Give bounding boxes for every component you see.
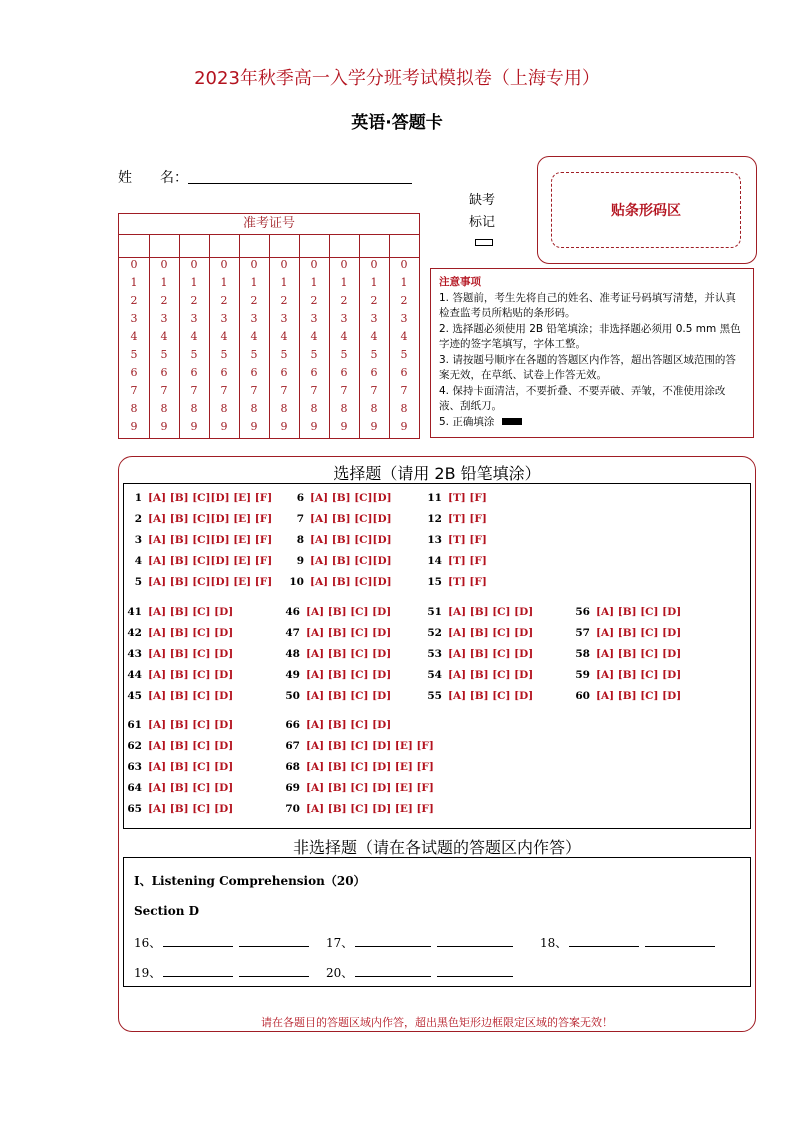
exam-id-bubble[interactable]: 4 [280, 330, 288, 343]
exam-id-bubble[interactable]: 6 [190, 366, 198, 379]
exam-id-bubble[interactable]: 0 [220, 258, 228, 271]
question-row[interactable] [282, 740, 434, 752]
exam-id-bubble[interactable]: 6 [340, 366, 348, 379]
question-number: 13 [427, 534, 442, 546]
question-row[interactable] [124, 627, 233, 639]
question-row[interactable] [282, 627, 391, 639]
exam-id-bubble[interactable]: 9 [340, 420, 348, 433]
exam-id-bubble[interactable]: 2 [130, 294, 138, 307]
exam-id-bubble[interactable]: 7 [340, 384, 348, 397]
answer-options[interactable]: [A] [B] [C] [D] [E] [F] [306, 782, 434, 794]
question-row[interactable] [282, 719, 391, 731]
exam-id-bubble[interactable]: 3 [160, 312, 168, 325]
exam-id-bubble[interactable]: 2 [250, 294, 258, 307]
exam-id-bubble[interactable]: 8 [400, 402, 408, 415]
exam-id-digit-entry[interactable] [209, 235, 239, 258]
exam-id-bubble[interactable]: 1 [340, 276, 348, 289]
instruction-item: 2. 选择题必须使用 2B 铅笔填涂；非选择题必须用 0.5 mm 黑色字迹的签字笔填写，字体工整。 [439, 322, 741, 350]
question-row[interactable] [282, 761, 434, 773]
exam-id-bubble[interactable]: 7 [370, 384, 378, 397]
question-number: 3 [134, 534, 142, 546]
exam-id-bubble[interactable]: 4 [220, 330, 228, 343]
exam-id-column [359, 235, 390, 438]
exam-id-column [329, 235, 360, 438]
exam-id-bubble[interactable]: 3 [190, 312, 198, 325]
exam-id-bubble[interactable]: 2 [370, 294, 378, 307]
answer-blank-17[interactable]: 17、 [326, 934, 513, 951]
exam-id-bubble[interactable]: 1 [370, 276, 378, 289]
question-number: 61 [127, 719, 142, 731]
question-row[interactable] [282, 690, 391, 702]
answer-options[interactable]: [A] [B] [C][D] [E] [F] [148, 534, 273, 546]
exam-id-bubble[interactable]: 2 [280, 294, 288, 307]
exam-id-bubble[interactable]: 5 [220, 348, 228, 361]
question-row[interactable] [424, 606, 533, 618]
exam-id-bubble[interactable]: 0 [370, 258, 378, 271]
name-field[interactable] [118, 167, 188, 187]
absent-label-2: 标记 [468, 215, 495, 230]
question-row[interactable] [282, 648, 391, 660]
question-number: 45 [127, 690, 142, 702]
exam-id-bubble[interactable]: 9 [400, 420, 408, 433]
answer-options[interactable]: [A] [B] [C] [D] [148, 669, 234, 681]
exam-id-bubble[interactable]: 7 [220, 384, 228, 397]
question-row[interactable] [424, 669, 533, 681]
exam-id-bubble[interactable]: 8 [160, 402, 168, 415]
answer-options[interactable]: [A] [B] [C][D] [E] [F] [148, 555, 273, 567]
answer-blank-16[interactable]: 16、 [134, 934, 309, 951]
question-row[interactable] [286, 576, 392, 588]
exam-id-bubble[interactable]: 1 [130, 276, 138, 289]
exam-id-bubble[interactable]: 4 [130, 330, 138, 343]
exam-id-bubble[interactable]: 7 [160, 384, 168, 397]
exam-id-bubble[interactable]: 1 [280, 276, 288, 289]
exam-id-bubble[interactable]: 9 [280, 420, 288, 433]
exam-id-digit-entry[interactable] [389, 235, 419, 258]
question-row[interactable] [424, 627, 533, 639]
question-row[interactable] [424, 492, 487, 504]
exam-id-bubble[interactable]: 2 [190, 294, 198, 307]
answer-options[interactable]: [A] [B] [C] [D] [306, 627, 392, 639]
exam-id-bubble[interactable]: 3 [340, 312, 348, 325]
answer-options[interactable]: [A] [B] [C] [D] [596, 669, 682, 681]
exam-id-bubble[interactable]: 4 [310, 330, 318, 343]
answer-options[interactable]: [A] [B] [C] [D] [148, 761, 234, 773]
name-label: 姓 名： [118, 170, 188, 186]
exam-id-bubble[interactable]: 4 [400, 330, 408, 343]
question-row[interactable] [124, 803, 233, 815]
question-number: 9 [296, 555, 304, 567]
question-number: 52 [427, 627, 442, 639]
exam-id-bubble[interactable]: 8 [190, 402, 198, 415]
question-number: 49 [285, 669, 300, 681]
choice-answer-box [123, 483, 751, 829]
answer-options[interactable]: [A] [B] [C] [D] [148, 803, 234, 815]
question-row[interactable] [124, 648, 233, 660]
answer-options[interactable]: [A] [B] [C][D] [310, 534, 392, 546]
answer-options[interactable]: [A] [B] [C][D] [310, 576, 392, 588]
exam-id-digit-entry[interactable] [359, 235, 389, 258]
question-row[interactable] [124, 782, 233, 794]
exam-id-bubble[interactable]: 5 [340, 348, 348, 361]
exam-id-bubble[interactable]: 3 [130, 312, 138, 325]
answer-options[interactable]: [A] [B] [C] [D] [148, 648, 234, 660]
exam-id-digit-entry[interactable] [179, 235, 209, 258]
instruction-item-fill [439, 415, 745, 431]
answer-options[interactable]: [A] [B] [C] [D] [148, 719, 234, 731]
question-number: 70 [285, 803, 300, 815]
exam-id-column [269, 235, 300, 438]
answer-options[interactable]: [A] [B] [C] [D] [306, 719, 392, 731]
barcode-label: 贴条形码区 [551, 172, 741, 248]
question-number: 56 [575, 606, 590, 618]
exam-id-bubble[interactable]: 5 [190, 348, 198, 361]
answer-options[interactable]: [A] [B] [C] [D] [148, 627, 234, 639]
question-row[interactable] [286, 555, 392, 567]
question-number: 64 [127, 782, 142, 794]
question-number: 15 [427, 576, 442, 588]
question-number: 6 [296, 492, 304, 504]
question-number: 51 [427, 606, 442, 618]
question-row[interactable] [124, 761, 233, 773]
exam-id-bubble[interactable]: 4 [370, 330, 378, 343]
exam-id-bubble[interactable]: 8 [250, 402, 258, 415]
exam-id-bubble[interactable]: 7 [250, 384, 258, 397]
question-number: 53 [427, 648, 442, 660]
question-row[interactable] [124, 513, 272, 525]
question-row[interactable] [572, 669, 681, 681]
answer-options[interactable]: [A] [B] [C] [D] [306, 606, 392, 618]
question-row[interactable] [572, 690, 681, 702]
answer-options[interactable]: [A] [B] [C] [D] [148, 690, 234, 702]
exam-id-bubble[interactable]: 5 [160, 348, 168, 361]
question-number: 46 [285, 606, 300, 618]
choice-section-title: 选择题（请用 2B 铅笔填涂） [333, 464, 541, 483]
exam-id-bubble[interactable]: 6 [220, 366, 228, 379]
exam-id-bubble[interactable]: 5 [130, 348, 138, 361]
answer-options[interactable]: [A] [B] [C] [D] [596, 606, 682, 618]
question-row[interactable] [286, 513, 392, 525]
question-row[interactable] [286, 534, 392, 546]
section-d-title: Section D [134, 904, 200, 918]
answer-options[interactable]: [A] [B] [C] [D] [596, 690, 682, 702]
answer-options[interactable]: [T] [F] [448, 513, 487, 525]
question-row[interactable] [572, 627, 681, 639]
exam-id-bubble[interactable]: 5 [280, 348, 288, 361]
question-row[interactable] [282, 669, 391, 681]
card-subtitle: 英语·答题卡 [351, 113, 443, 133]
exam-id-bubble[interactable]: 0 [160, 258, 168, 271]
exam-id-bubble[interactable]: 9 [310, 420, 318, 433]
question-row[interactable] [424, 513, 487, 525]
answer-options[interactable]: [A] [B] [C] [D] [148, 606, 234, 618]
question-number: 54 [427, 669, 442, 681]
exam-id-bubble[interactable]: 9 [250, 420, 258, 433]
exam-id-digit-entry[interactable] [149, 235, 179, 258]
question-number: 43 [127, 648, 142, 660]
answer-options[interactable]: [A] [B] [C][D] [310, 492, 392, 504]
exam-id-bubble[interactable]: 8 [220, 402, 228, 415]
question-number: 14 [427, 555, 442, 567]
exam-id-bubble[interactable]: 8 [310, 402, 318, 415]
exam-id-bubble[interactable]: 0 [310, 258, 318, 271]
question-number: 44 [127, 669, 142, 681]
answer-options[interactable]: [A] [B] [C] [D] [E] [F] [306, 761, 434, 773]
exam-id-bubble[interactable]: 6 [400, 366, 408, 379]
exam-id-digit-entry[interactable] [329, 235, 359, 258]
question-row[interactable] [124, 669, 233, 681]
exam-id-column [149, 235, 180, 438]
exam-id-bubble[interactable]: 0 [130, 258, 138, 271]
question-number: 7 [296, 513, 304, 525]
answer-options[interactable]: [A] [B] [C] [D] [448, 627, 534, 639]
exam-id-digit-entry[interactable] [239, 235, 269, 258]
question-row[interactable] [572, 648, 681, 660]
answer-options[interactable]: [A] [B] [C][D] [E] [F] [148, 513, 273, 525]
exam-id-bubble[interactable]: 0 [400, 258, 408, 271]
exam-id-bubble[interactable]: 7 [280, 384, 288, 397]
question-row[interactable] [124, 740, 233, 752]
question-row[interactable] [424, 576, 487, 588]
answer-options[interactable]: [A] [B] [C][D] [310, 513, 392, 525]
question-number: 2 [134, 513, 142, 525]
footer-warning: 请在各题目的答题区域内作答，超出黑色矩形边框限定区域的答案无效！ [261, 1016, 613, 1029]
question-number: 12 [427, 513, 442, 525]
answer-options[interactable]: [A] [B] [C] [D] [448, 606, 534, 618]
exam-id-column [389, 235, 419, 438]
answer-options[interactable]: [A] [B] [C] [D] [448, 648, 534, 660]
question-number: 59 [575, 669, 590, 681]
answer-blank-19[interactable]: 19、 [134, 964, 309, 981]
exam-id-bubble[interactable]: 3 [370, 312, 378, 325]
question-number: 47 [285, 627, 300, 639]
question-number: 10 [289, 576, 304, 588]
answer-blank-18[interactable]: 18、 [540, 934, 715, 951]
question-number: 4 [134, 555, 142, 567]
exam-id-column [299, 235, 330, 438]
answer-options[interactable]: [T] [F] [448, 576, 487, 588]
barcode-area [537, 156, 757, 264]
exam-id-bubble[interactable]: 0 [190, 258, 198, 271]
exam-id-bubble[interactable]: 0 [280, 258, 288, 271]
instruction-item: 3. 请按题号顺序在各题的答题区内作答，超出答题区域范围的答案无效，在草纸、试卷上作答无效。 [439, 353, 736, 381]
answer-options[interactable]: [A] [B] [C] [D] [E] [F] [306, 803, 434, 815]
exam-id-bubble[interactable]: 9 [220, 420, 228, 433]
question-number: 50 [285, 690, 300, 702]
exam-id-bubble[interactable]: 8 [130, 402, 138, 415]
exam-id-bubble[interactable]: 4 [250, 330, 258, 343]
question-number: 58 [575, 648, 590, 660]
filled-mark-example [502, 418, 522, 425]
question-number: 62 [127, 740, 142, 752]
exam-id-bubble[interactable]: 5 [250, 348, 258, 361]
question-number: 48 [285, 648, 300, 660]
exam-id-bubble[interactable]: 2 [160, 294, 168, 307]
exam-id-bubble[interactable]: 1 [250, 276, 258, 289]
question-row[interactable] [124, 534, 272, 546]
exam-id-bubble[interactable]: 5 [400, 348, 408, 361]
answer-options[interactable]: [A] [B] [C] [D] [306, 669, 392, 681]
exam-id-bubble[interactable]: 7 [400, 384, 408, 397]
exam-id-bubble[interactable]: 8 [370, 402, 378, 415]
question-number: 63 [127, 761, 142, 773]
exam-id-bubble[interactable]: 6 [280, 366, 288, 379]
exam-id-bubble[interactable]: 6 [160, 366, 168, 379]
exam-id-digit-entry[interactable] [299, 235, 329, 258]
answer-options[interactable]: [A] [B] [C] [D] [448, 690, 534, 702]
question-number: 1 [134, 492, 142, 504]
instruction-item: 5. 正确填涂 [439, 415, 495, 428]
question-row[interactable] [424, 690, 533, 702]
exam-id-bubble[interactable]: 3 [310, 312, 318, 325]
answer-options[interactable]: [A] [B] [C][D] [310, 555, 392, 567]
exam-id-bubble[interactable]: 1 [310, 276, 318, 289]
listening-part-title: I、Listening Comprehension（20） [134, 874, 366, 888]
answer-options[interactable]: [A] [B] [C][D] [E] [F] [148, 492, 273, 504]
question-number: 60 [575, 690, 590, 702]
question-number: 57 [575, 627, 590, 639]
question-row[interactable] [424, 534, 487, 546]
exam-id-bubble[interactable]: 0 [340, 258, 348, 271]
absent-checkbox[interactable] [475, 239, 493, 246]
question-row[interactable] [282, 606, 391, 618]
exam-id-bubble[interactable]: 1 [190, 276, 198, 289]
instruction-item: 4. 保持卡面清洁，不要折叠、不要弄破、弄皱，不准使用涂改液、刮纸刀。 [439, 384, 726, 412]
question-number: 67 [285, 740, 300, 752]
name-underline[interactable] [188, 183, 412, 184]
exam-id-bubble[interactable]: 4 [340, 330, 348, 343]
exam-id-bubble[interactable]: 2 [310, 294, 318, 307]
exam-id-bubble[interactable]: 1 [160, 276, 168, 289]
instructions-box [430, 268, 754, 438]
exam-id-bubble[interactable]: 5 [370, 348, 378, 361]
exam-id-bubble[interactable]: 7 [190, 384, 198, 397]
exam-id-bubble[interactable]: 4 [160, 330, 168, 343]
question-row[interactable] [124, 492, 272, 504]
answer-options[interactable]: [T] [F] [448, 492, 487, 504]
question-row[interactable] [282, 782, 434, 794]
exam-id-bubble[interactable]: 9 [370, 420, 378, 433]
question-number: 55 [427, 690, 442, 702]
question-number: 65 [127, 803, 142, 815]
absent-label-1: 缺考 [468, 193, 495, 208]
answer-options[interactable]: [A] [B] [C] [D] [306, 690, 392, 702]
answer-options[interactable]: [T] [F] [448, 555, 487, 567]
question-row[interactable] [424, 555, 487, 567]
exam-id-bubble[interactable]: 8 [340, 402, 348, 415]
answer-options[interactable]: [T] [F] [448, 534, 487, 546]
exam-id-bubble[interactable]: 2 [220, 294, 228, 307]
exam-id-bubble[interactable]: 9 [160, 420, 168, 433]
answer-options[interactable]: [A] [B] [C][D] [E] [F] [148, 576, 273, 588]
answer-options[interactable]: [A] [B] [C] [D] [306, 648, 392, 660]
exam-id-bubble[interactable]: 8 [280, 402, 288, 415]
question-number: 11 [427, 492, 442, 504]
answer-options[interactable]: [A] [B] [C] [D] [448, 669, 534, 681]
question-number: 8 [296, 534, 304, 546]
question-number: 41 [127, 606, 142, 618]
question-number: 42 [127, 627, 142, 639]
exam-id-digit-entry[interactable] [269, 235, 299, 258]
answer-options[interactable]: [A] [B] [C] [D] [596, 648, 682, 660]
exam-id-bubble[interactable]: 0 [250, 258, 258, 271]
exam-id-bubble[interactable]: 9 [190, 420, 198, 433]
exam-id-bubble[interactable]: 9 [130, 420, 138, 433]
exam-title: 2023年秋季高一入学分班考试模拟卷（上海专用） [194, 68, 600, 89]
exam-id-column [179, 235, 210, 438]
exam-id-column [239, 235, 270, 438]
answer-blank-20[interactable]: 20、 [326, 964, 513, 981]
question-row[interactable] [124, 555, 272, 567]
exam-id-bubble[interactable]: 2 [340, 294, 348, 307]
question-number: 66 [285, 719, 300, 731]
instruction-item: 1. 答题前，考生先将自己的姓名、准考证号码填写清楚，并认真检查监考员所粘贴的条形码。 [439, 291, 736, 319]
exam-id-column [209, 235, 240, 438]
exam-id-bubble[interactable]: 3 [250, 312, 258, 325]
exam-id-bubble[interactable]: 1 [220, 276, 228, 289]
question-row[interactable] [424, 648, 533, 660]
question-number: 68 [285, 761, 300, 773]
answer-options[interactable]: [A] [B] [C] [D] [596, 627, 682, 639]
exam-id-bubble[interactable]: 3 [400, 312, 408, 325]
nonchoice-section-title: 非选择题（请在各试题的答题区内作答） [292, 838, 581, 857]
exam-id-bubble[interactable]: 3 [220, 312, 228, 325]
question-number: 69 [285, 782, 300, 794]
question-row[interactable] [124, 576, 272, 588]
exam-id-bubble[interactable]: 7 [310, 384, 318, 397]
exam-id-bubble[interactable]: 6 [250, 366, 258, 379]
question-row[interactable] [282, 803, 434, 815]
exam-id-bubble[interactable]: 1 [400, 276, 408, 289]
question-row[interactable] [124, 719, 233, 731]
question-row[interactable] [572, 606, 681, 618]
question-row[interactable] [124, 606, 233, 618]
exam-id-grid [118, 213, 420, 439]
answer-options[interactable]: [A] [B] [C] [D] [148, 782, 234, 794]
exam-id-bubble[interactable]: 6 [310, 366, 318, 379]
answer-area [118, 456, 756, 1032]
question-row[interactable] [286, 492, 392, 504]
exam-id-bubble[interactable]: 2 [400, 294, 408, 307]
exam-id-bubble[interactable]: 4 [190, 330, 198, 343]
exam-id-digit-entry[interactable] [119, 235, 149, 258]
nonchoice-answer-box [123, 857, 751, 987]
exam-id-bubble[interactable]: 5 [310, 348, 318, 361]
exam-id-bubble[interactable]: 6 [370, 366, 378, 379]
instructions-title: 注意事项 [439, 276, 481, 288]
exam-id-bubble[interactable]: 3 [280, 312, 288, 325]
question-number: 5 [134, 576, 142, 588]
exam-id-column [119, 235, 150, 438]
exam-id-bubble[interactable]: 7 [130, 384, 138, 397]
question-row[interactable] [124, 690, 233, 702]
exam-id-label: 准考证号 [119, 214, 419, 235]
absent-mark-label [462, 190, 502, 234]
exam-id-bubble[interactable]: 6 [130, 366, 138, 379]
answer-options[interactable]: [A] [B] [C] [D] [E] [F] [306, 740, 434, 752]
answer-options[interactable]: [A] [B] [C] [D] [148, 740, 234, 752]
